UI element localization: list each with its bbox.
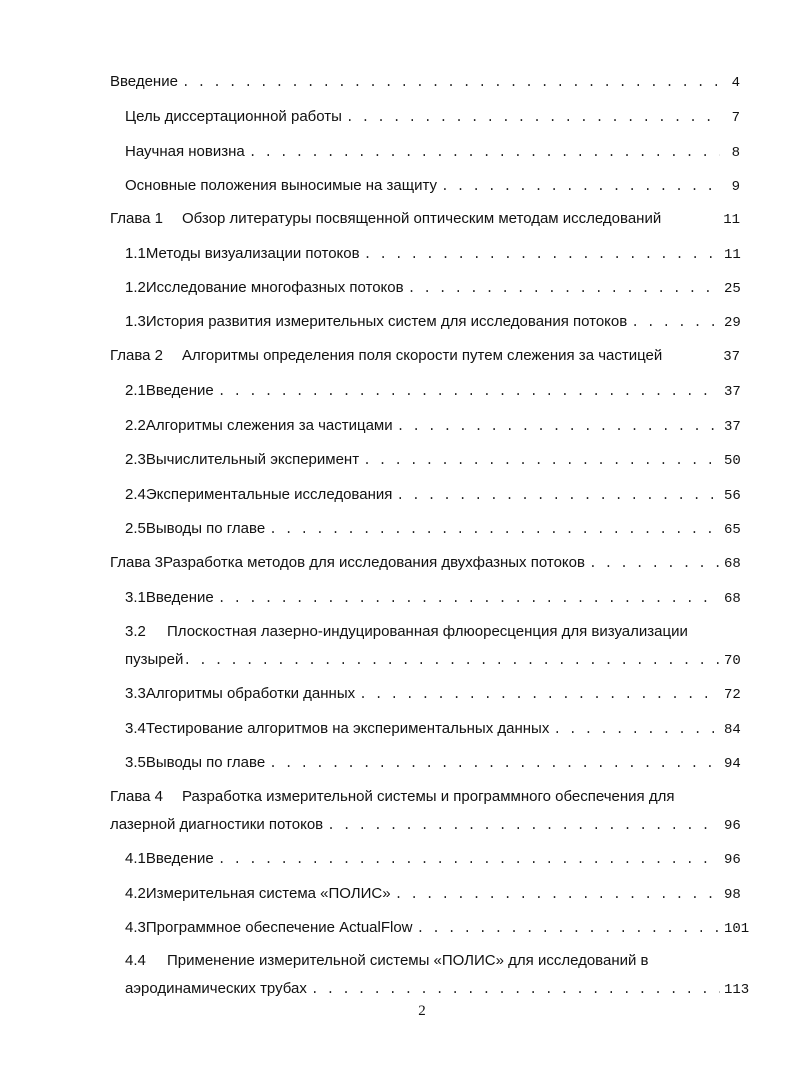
toc-entry-page: 113	[724, 982, 750, 998]
toc-entry-title: Введение	[145, 382, 214, 399]
toc-entry	[125, 177, 740, 195]
toc-entry	[125, 919, 750, 937]
toc-entry-page: 50	[724, 453, 741, 469]
dot-leader	[589, 555, 720, 573]
toc-entry	[125, 623, 740, 641]
toc-chapter	[110, 788, 740, 806]
toc-entry	[125, 279, 740, 297]
toc-entry-page: 68	[724, 591, 741, 607]
toc-entry-continuation	[125, 980, 750, 998]
toc-entry-number: 3.1	[125, 589, 146, 606]
toc-entry-title: Исследование многофазных потоков	[145, 279, 404, 296]
toc-entry-page: 56	[724, 488, 741, 504]
toc-entry-page: 68	[724, 556, 741, 572]
dot-leader	[249, 144, 720, 162]
dot-leader	[218, 590, 720, 608]
toc-entry	[125, 720, 740, 738]
dot-leader	[631, 314, 720, 332]
toc-entry-title: Тестирование алгоритмов на экспериментальных данных	[145, 720, 550, 737]
toc-entry-title: Выводы по главе	[145, 520, 266, 537]
dot-leader	[441, 178, 720, 196]
toc-entry-number: Глава 2	[110, 347, 164, 364]
toc-entry-title: Цель диссертационной работы	[125, 108, 342, 125]
toc-entry	[110, 73, 740, 91]
toc-entry-page: 94	[724, 756, 741, 772]
toc-entry-title: Алгоритмы определения поля скорости путем слежения за частицей	[182, 347, 663, 364]
toc-entry-title: Методы визуализации потоков	[145, 245, 360, 262]
toc-entry-number: 3.3	[125, 685, 146, 702]
toc-entry-title: История развития измерительных систем для исследования потоков	[145, 313, 628, 330]
toc-entry-page: 101	[724, 921, 750, 937]
toc-entry-number: 2.4	[125, 486, 146, 503]
toc-entry-number: 1.1	[125, 245, 146, 262]
toc-entry	[125, 685, 740, 703]
dot-leader	[269, 755, 720, 773]
toc-entry	[125, 245, 740, 263]
dot-leader	[327, 817, 720, 835]
toc-entry-page: 7	[731, 110, 740, 126]
toc-entry-page: 37	[724, 384, 741, 400]
toc-entry-page: 96	[724, 852, 741, 868]
toc-entry-title: Алгоритмы обработки данных	[145, 685, 356, 702]
toc-entry-title-cont: пузырей	[125, 651, 184, 668]
toc-entry	[125, 313, 740, 331]
toc-entry-page: 29	[724, 315, 741, 331]
toc-entry-number: 4.2	[125, 885, 146, 902]
toc-entry-title: Алгоритмы слежения за частицами	[145, 417, 393, 434]
dot-leader	[182, 74, 720, 92]
toc-entry-title: Выводы по главе	[145, 754, 266, 771]
toc-entry	[125, 754, 740, 772]
toc-entry	[125, 417, 740, 435]
dot-leader	[346, 109, 720, 127]
toc-entry-page: 4	[731, 75, 740, 91]
page-number: 2	[418, 1003, 426, 1019]
dot-leader	[397, 418, 720, 436]
toc-entry-number: 4.1	[125, 850, 146, 867]
dot-leader	[395, 886, 720, 904]
dot-leader	[218, 383, 720, 401]
toc-chapter	[110, 554, 740, 572]
toc-entry-continuation	[125, 651, 740, 669]
toc-entry-page: 11	[723, 212, 740, 228]
toc-entry-title: Введение	[145, 850, 214, 867]
toc-entry-title: Основные положения выносимые на защиту	[125, 177, 438, 194]
toc-entry-title-cont: аэродинамических трубах	[125, 980, 307, 997]
toc-entry	[125, 451, 740, 469]
dot-leader	[553, 721, 720, 739]
toc-entry-number: 1.2	[125, 279, 146, 296]
toc-entry-title: Разработка методов для исследования двухфазных потоков	[163, 554, 585, 571]
toc-entry-title-cont: лазерной диагностики потоков	[110, 816, 324, 833]
toc-entry	[125, 382, 740, 400]
toc-entry-title: Разработка измерительной системы и программного обеспечения для	[182, 788, 675, 805]
toc-chapter	[110, 347, 740, 365]
toc-entry	[125, 520, 740, 538]
toc-entry-number: 2.2	[125, 417, 146, 434]
toc-entry	[125, 850, 740, 868]
dot-leader	[269, 521, 720, 539]
toc-entry-page: 8	[731, 145, 740, 161]
toc-entry	[125, 143, 740, 161]
toc-entry-page: 70	[724, 653, 741, 669]
toc-entry-title: Вычислительный эксперимент	[145, 451, 360, 468]
toc-entry-title: Плоскостная лазерно-индуцированная флюоресценция для визуализации	[167, 623, 688, 640]
toc-entry-page: 37	[723, 349, 740, 365]
toc-entry-number: 4.3	[125, 919, 146, 936]
dot-leader	[183, 652, 720, 670]
toc-entry-number: Глава 1	[110, 210, 164, 227]
toc-entry-page: 25	[724, 281, 741, 297]
toc-entry-number: 3.2	[125, 623, 146, 640]
toc-entry-page: 11	[724, 247, 741, 263]
toc-entry-number: 3.5	[125, 754, 146, 771]
toc-entry-number: 2.3	[125, 451, 146, 468]
toc-entry-title: Программное обеспечение ActualFlow	[145, 919, 413, 936]
toc-entry-title: Введение	[110, 73, 178, 90]
toc-entry-title: Обзор литературы посвященной оптическим методам исследований	[182, 210, 662, 227]
toc-entry-title: Введение	[145, 589, 214, 606]
toc-entry-number: Глава 3	[110, 554, 164, 571]
toc-entry-page: 65	[724, 522, 741, 538]
toc-entry-number: 2.5	[125, 520, 146, 537]
dot-leader	[363, 452, 720, 470]
toc-entry-number: 4.4	[125, 952, 146, 969]
toc-entry	[125, 108, 740, 126]
toc-entry-number: 2.1	[125, 382, 146, 399]
toc-entry-number: 3.4	[125, 720, 146, 737]
toc-entry-title: Применение измерительной системы «ПОЛИС» для исследований в	[167, 952, 649, 969]
dot-leader	[408, 280, 720, 298]
toc-entry-title: Измерительная система «ПОЛИС»	[145, 885, 391, 902]
toc-chapter	[110, 210, 740, 228]
toc-entry-page: 98	[724, 887, 741, 903]
dot-leader	[218, 851, 720, 869]
dot-leader	[417, 920, 720, 938]
toc-entry-title: Экспериментальные исследования	[145, 486, 393, 503]
dot-leader	[364, 246, 720, 264]
dot-leader	[396, 487, 720, 505]
toc-entry-page: 37	[724, 419, 741, 435]
toc-entry-title: Научная новизна	[125, 143, 245, 160]
toc-entry	[125, 486, 740, 504]
toc-entry-number: 1.3	[125, 313, 146, 330]
toc-entry	[125, 589, 740, 607]
toc-entry-number: Глава 4	[110, 788, 164, 805]
dot-leader	[359, 686, 720, 704]
toc-entry-page: 96	[724, 818, 741, 834]
toc-entry	[125, 885, 740, 903]
toc-entry	[125, 952, 740, 970]
toc-entry-page: 9	[731, 179, 740, 195]
toc-entry-page: 84	[724, 722, 741, 738]
dot-leader	[311, 981, 720, 999]
toc-entry-page: 72	[724, 687, 741, 703]
toc-entry-continuation	[110, 816, 740, 834]
